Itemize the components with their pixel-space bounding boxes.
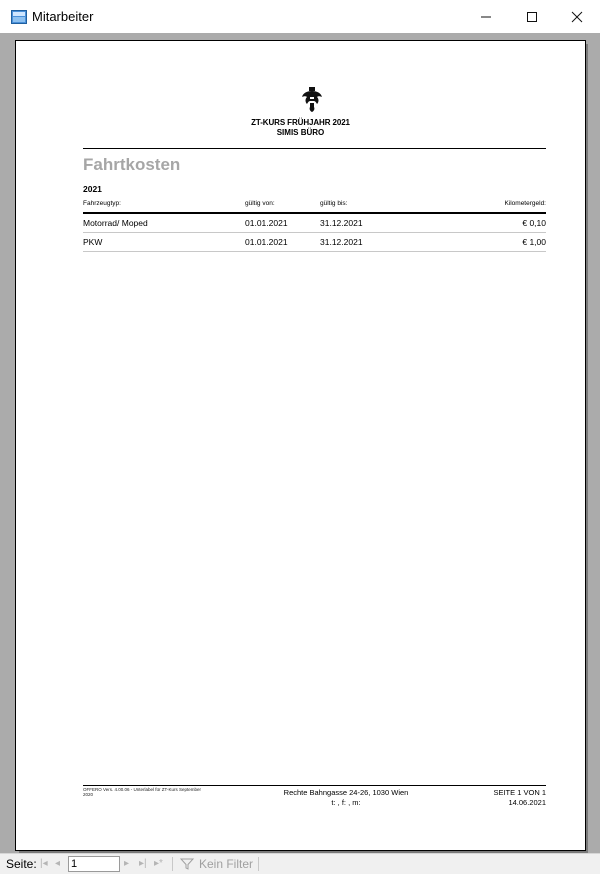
table-row (83, 233, 546, 252)
footer-divider (83, 785, 546, 786)
window-title: Mitarbeiter (32, 9, 94, 24)
filter-icon[interactable] (180, 857, 194, 871)
column-header-kilometergeld: Kilometergeld: (504, 200, 546, 207)
new-record-button[interactable]: ▸* (154, 858, 163, 869)
austrian-eagle-crest-icon (301, 87, 323, 113)
previous-page-button[interactable]: ◂ (55, 858, 61, 869)
cell-fahrzeugtyp: Motorrad/ Moped (83, 218, 148, 228)
cell-gueltig-von: 01.01.2021 (245, 237, 288, 247)
header-divider (83, 148, 546, 149)
maximize-button[interactable] (509, 0, 555, 33)
footer-version-note: OFFERO Vers. 4.00.06 - Unterlabel für ZT-Kurs September 2020 (83, 787, 202, 797)
page-number-input[interactable]: 1 (68, 856, 120, 872)
footer-page-number: SEITE 1 VON 1 (493, 788, 546, 797)
report-page (15, 40, 586, 851)
close-button[interactable] (554, 0, 600, 33)
page-label: Seite: (6, 857, 37, 871)
cell-gueltig-von: 01.01.2021 (245, 218, 288, 228)
app-icon (11, 9, 27, 25)
window-titlebar (0, 0, 600, 33)
year-label: 2021 (83, 184, 102, 194)
cell-kilometergeld: € 0,10 (522, 218, 546, 228)
toolbar-separator (258, 857, 259, 871)
section-title: Fahrtkosten (83, 155, 181, 174)
cell-gueltig-bis: 31.12.2021 (320, 218, 363, 228)
next-page-button[interactable]: ▸ (124, 858, 130, 869)
toolbar-separator (172, 857, 173, 871)
last-page-button[interactable]: ▸| (139, 858, 147, 869)
report-header-subtitle: SIMIS BÜRO (276, 128, 325, 137)
first-page-button[interactable]: |◂ (40, 858, 48, 869)
footer-date: 14.06.2021 (508, 798, 546, 807)
filter-status-button[interactable]: Kein Filter (199, 857, 254, 871)
cell-fahrzeugtyp: PKW (83, 237, 103, 247)
record-navigation-bar (0, 853, 600, 874)
report-preview-area[interactable] (0, 33, 600, 853)
cell-kilometergeld: € 1,00 (522, 237, 546, 247)
cell-gueltig-bis: 31.12.2021 (320, 237, 363, 247)
column-header-fahrzeugtyp: Fahrzeugtyp: (83, 200, 121, 207)
footer-page-info (446, 788, 546, 808)
minimize-icon (480, 11, 492, 23)
report-header-title: ZT-KURS FRÜHJAHR 2021 (251, 118, 350, 127)
column-header-gueltig-von: gültig von: (245, 200, 275, 207)
footer-address (246, 788, 446, 808)
column-header-gueltig-bis: gültig bis: (320, 200, 348, 207)
footer-contact-line: t: , f: , m: (331, 798, 361, 807)
maximize-icon (526, 11, 538, 23)
minimize-button[interactable] (463, 0, 509, 33)
table-row (83, 214, 546, 233)
footer-address-line: Rechte Bahngasse 24-26, 1030 Wien (283, 788, 409, 797)
close-icon (571, 11, 583, 23)
